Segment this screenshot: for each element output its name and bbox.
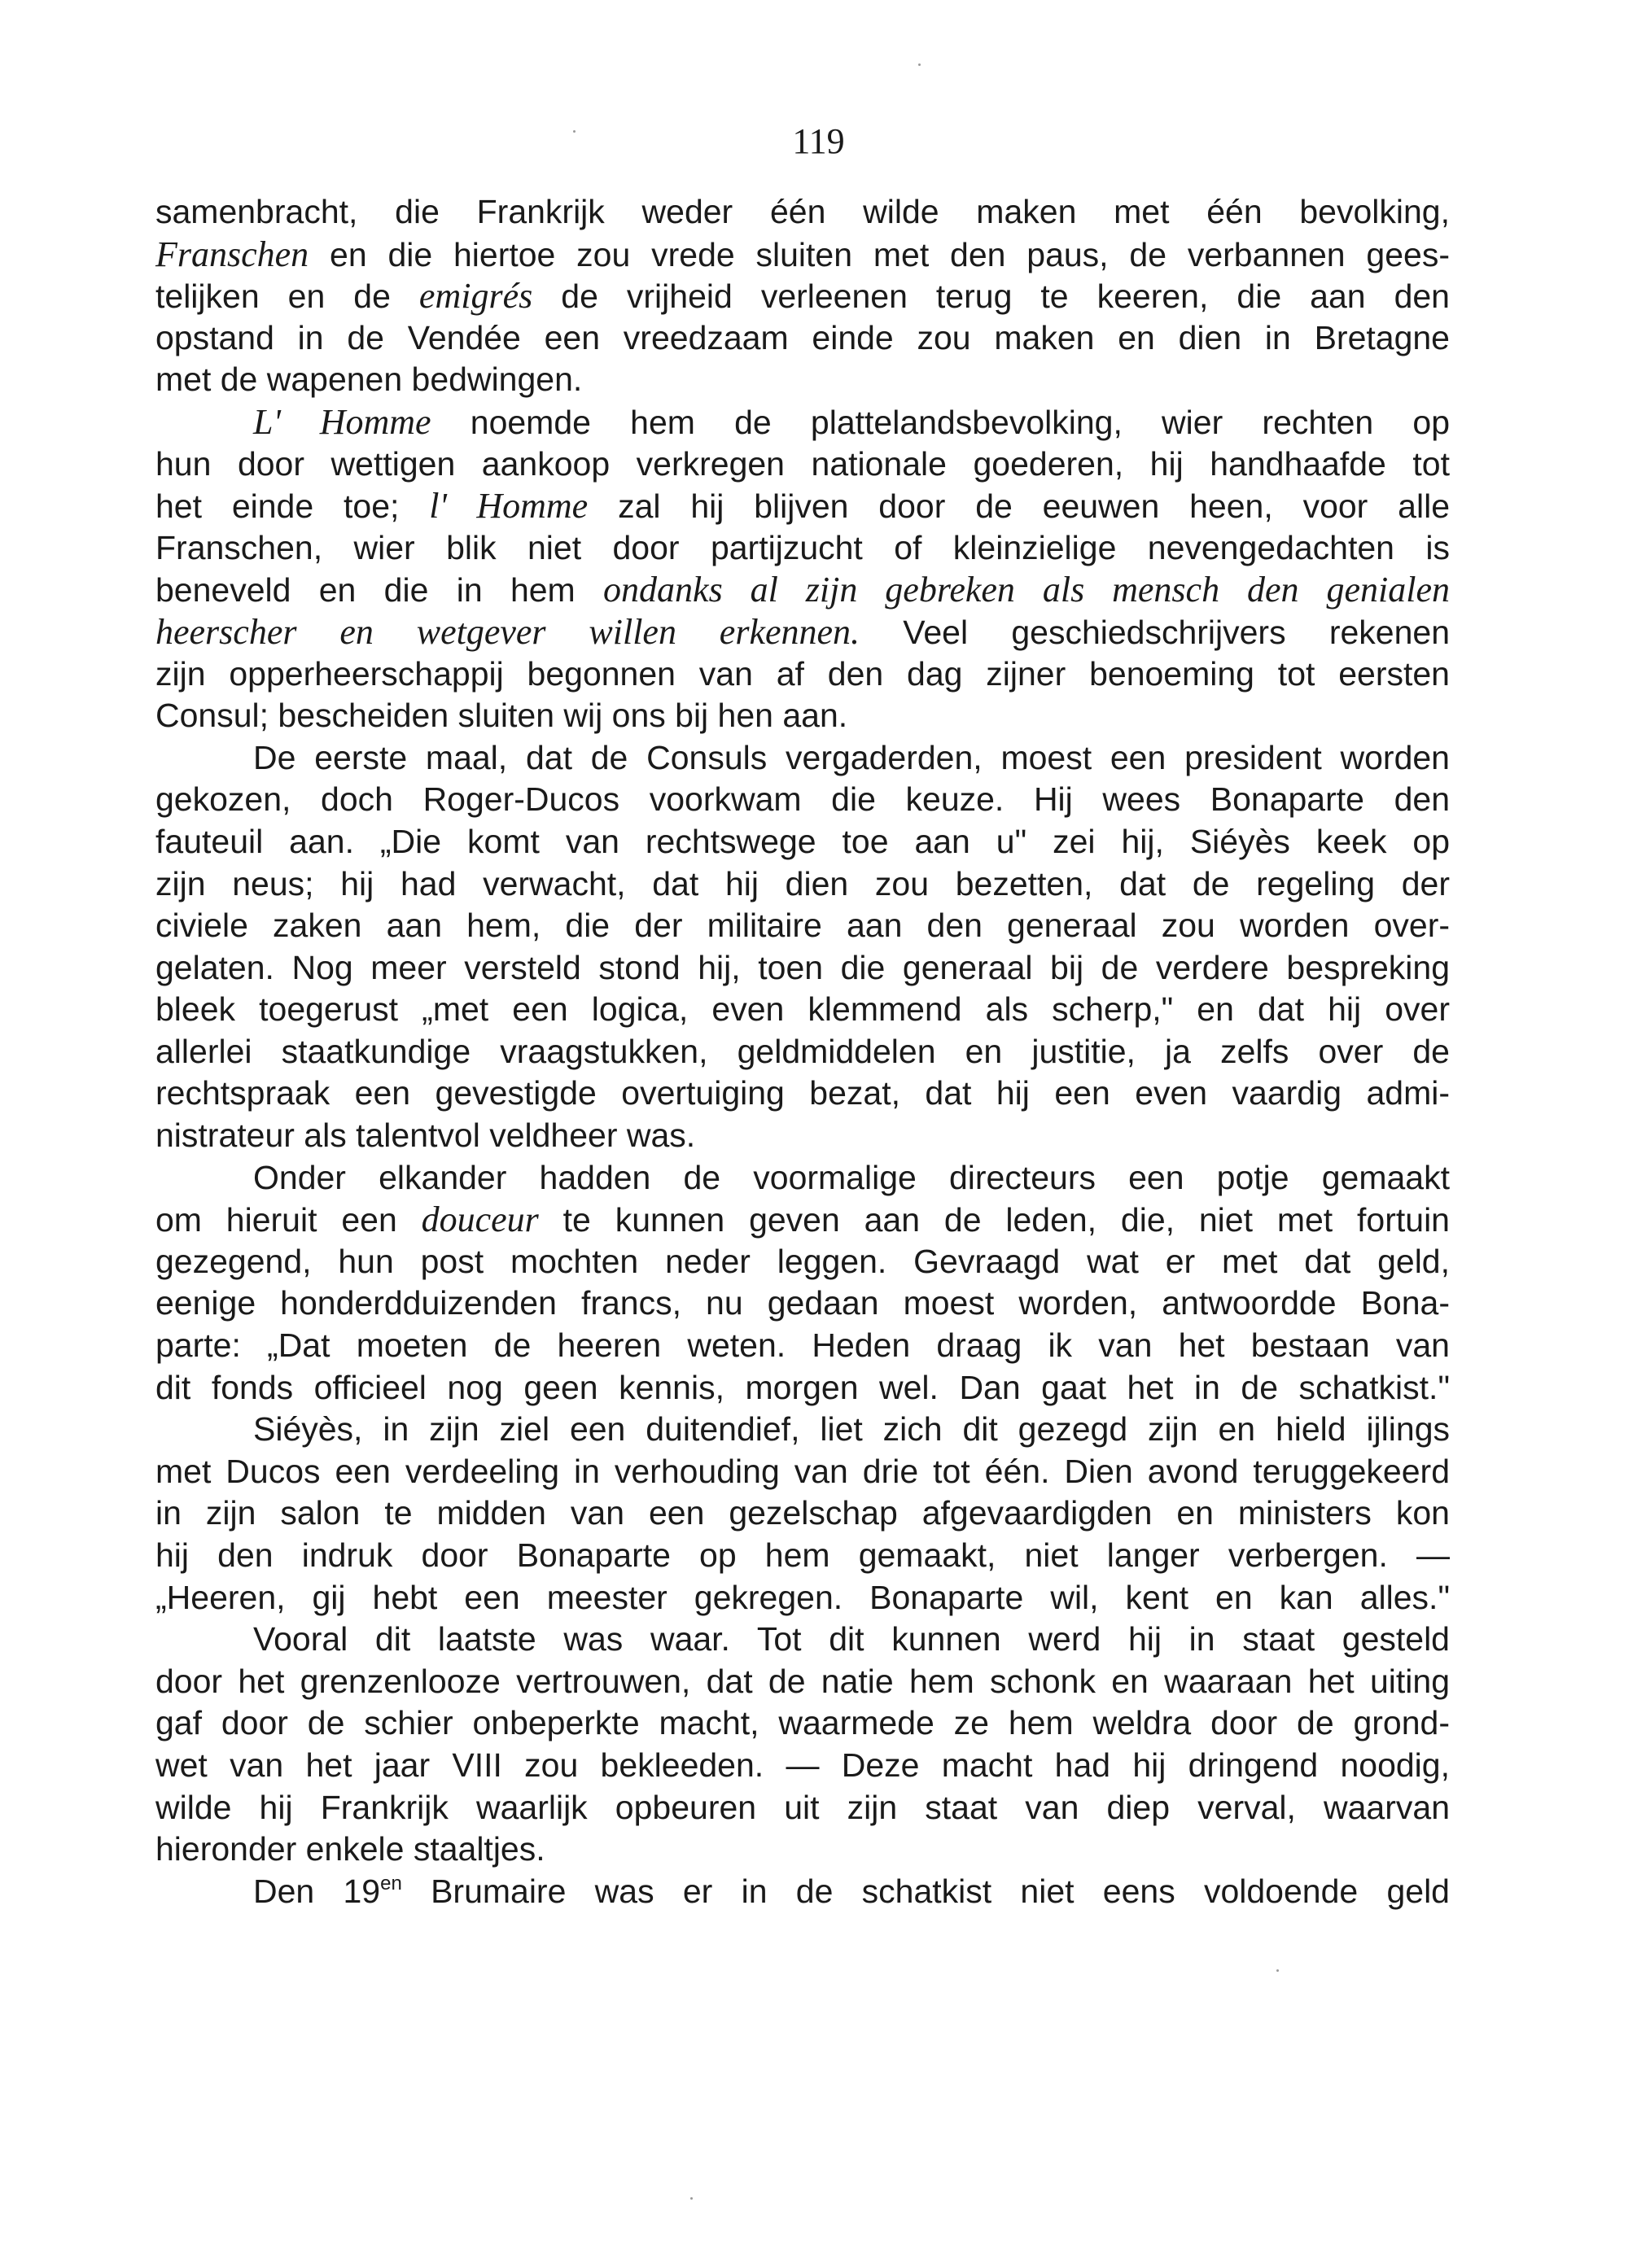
text-run: Brumaire was er in de schatkist niet eens voldoende geld [401,1872,1450,1910]
text-line: zijn neus; hij had verwacht, dat hij dien zou bezetten, dat de regeling der [155,864,1450,902]
text-line: door het grenzenlooze vertrouwen, dat de natie hem schonk en waaraan het uiting [155,1662,1450,1700]
text-run: noemde hem de plattelandsbevolking, wier rechten op [431,403,1450,441]
text-run: Den 19 [253,1872,381,1910]
scan-speck [1276,1969,1279,1972]
text-line: wet van het jaar VIII zou bekleeden. — Deze macht had hij dringend noodig, [155,1746,1450,1784]
text-run: de vrijheid verleenen terug te keeren, die aan den [532,277,1450,316]
page-number: 119 [792,121,845,161]
text-line: hun door wettigen aankoop verkregen nationale goederen, hij handhaafde tot [155,444,1450,483]
text-line: Siéyès, in zijn ziel een duitendief, liet zich dit gezegd zijn en hield ijlings [253,1410,1450,1449]
text-line: dit fonds officieel nog geen kennis, morgen wel. Dan gaat het in de schatkist." [155,1368,1450,1406]
body-text [155,191,1450,1912]
italic-phrase: ondanks al zijn gebreken als mensch den genialen [603,570,1450,610]
text-line: civiele zaken aan hem, die der militaire aan den generaal zou worden over- [155,907,1450,945]
text-line: gaf door de schier onbeperkte macht, waarmede ze hem weldra door de grond- [155,1704,1450,1742]
text-line: „Heeren, gij hebt een meester gekregen. Bonaparte wil, kent en kan alles." [155,1578,1450,1616]
text-line: zijn opperheerschappij begonnen van af den dag zijner benoeming tot eersten [155,654,1450,693]
scan-speck [690,2197,693,2200]
italic-term: Franschen [155,234,309,274]
text-line [155,275,1450,317]
text-line: Onder elkander hadden de voormalige directeurs een potje gemaakt [253,1158,1450,1196]
text-line: De eerste maal, dat de Consuls vergaderden, moest een president worden [253,738,1450,776]
text-line [155,569,1450,611]
italic-phrase: heerscher en wetgever willen erkennen. [155,611,860,652]
text-line: met de wapenen bedwingen. [155,361,583,399]
text-run: en die hiertoe zou vrede sluiten met den paus, de verbannen gees- [309,235,1450,273]
text-line: Vooral dit laatste was waar. Tot dit kunnen werd hij in staat gesteld [253,1620,1450,1658]
text-line: Franschen, wier blik niet door partijzucht of kleinzielige nevengedachten is [155,528,1450,566]
text-line: fauteuil aan. „Die komt van rechtswege toe aan u" zei hij, Siéyès keek op [155,822,1450,860]
text-line: met Ducos een verdeeling in verhouding van drie tot één. Dien avond teruggekeerd [155,1452,1450,1490]
text-line: gezegend, hun post mochten neder leggen. Gevraagd wat er met dat geld, [155,1242,1450,1280]
scan-speck [573,130,576,133]
text-line [155,234,1450,276]
italic-term: douceur [421,1200,539,1240]
text-line: gelaten. Nog meer versteld stond hij, toen die generaal bij de verdere bespreking [155,948,1450,986]
scan-speck [918,63,921,66]
text-line: gekozen, doch Roger-Ducos voorkwam die keuze. Hij wees Bonaparte den [155,780,1450,819]
text-run: het einde toe; [155,487,430,526]
text-run: te kunnen geven aan de leden, die, niet met fortuin [538,1201,1450,1239]
text-line: hij den indruk door Bonaparte op hem gemaakt, niet langer verbergen. — [155,1536,1450,1574]
text-line [155,485,1450,527]
text-line: parte: „Dat moeten de heeren weten. Heden draag ik van het bestaan van [155,1326,1450,1365]
text-line: samenbracht, die Frankrijk weder één wilde maken met één bevolking, [155,193,1450,230]
text-run: zal hij blijven door de eeuwen heen, voor alle [588,487,1451,526]
text-line: in zijn salon te midden van een gezelschap afgevaardigden en ministers kon [155,1494,1450,1532]
text-line: eenige honderdduizenden francs, nu gedaan moest worden, antwoordde Bona- [155,1284,1450,1322]
text-line: rechtspraak een gevestigde overtuiging bezat, dat hij een even vaardig admi- [155,1074,1450,1112]
italic-term: L' Homme [253,401,431,442]
italic-term: l' Homme [429,486,589,527]
text-line: nistrateur als talentvol veldheer was. [155,1117,696,1155]
text-line: allerlei staatkundige vraagstukken, geldmiddelen en justitie, ja zelfs over de [155,1032,1450,1070]
text-line: wilde hij Frankrijk waarlijk opbeuren uit zijn staat van diep verval, waarvan [155,1788,1450,1826]
text-line: Consul; bescheiden sluiten wij ons bij hen aan. [155,697,848,735]
text-run: om hieruit een [155,1201,422,1239]
text-line: opstand in de Vendée een vreedzaam einde zou maken en dien in Bretagne [155,318,1450,356]
text-line [155,611,1450,653]
text-run: Veel geschiedschrijvers rekenen [860,613,1450,651]
text-run: beneveld en die in hem [155,571,604,610]
text-line [155,1871,1450,1913]
superscript: en [380,1872,402,1894]
text-line [155,1199,1450,1241]
text-run: telijken en de [155,277,419,316]
text-line: bleek toegerust „met een logica, even klemmend als scherp," en dat hij over [155,990,1450,1029]
text-line: hieronder enkele staaltjes. [155,1830,545,1868]
italic-term: emigrés [418,276,533,317]
text-line [155,401,1450,444]
